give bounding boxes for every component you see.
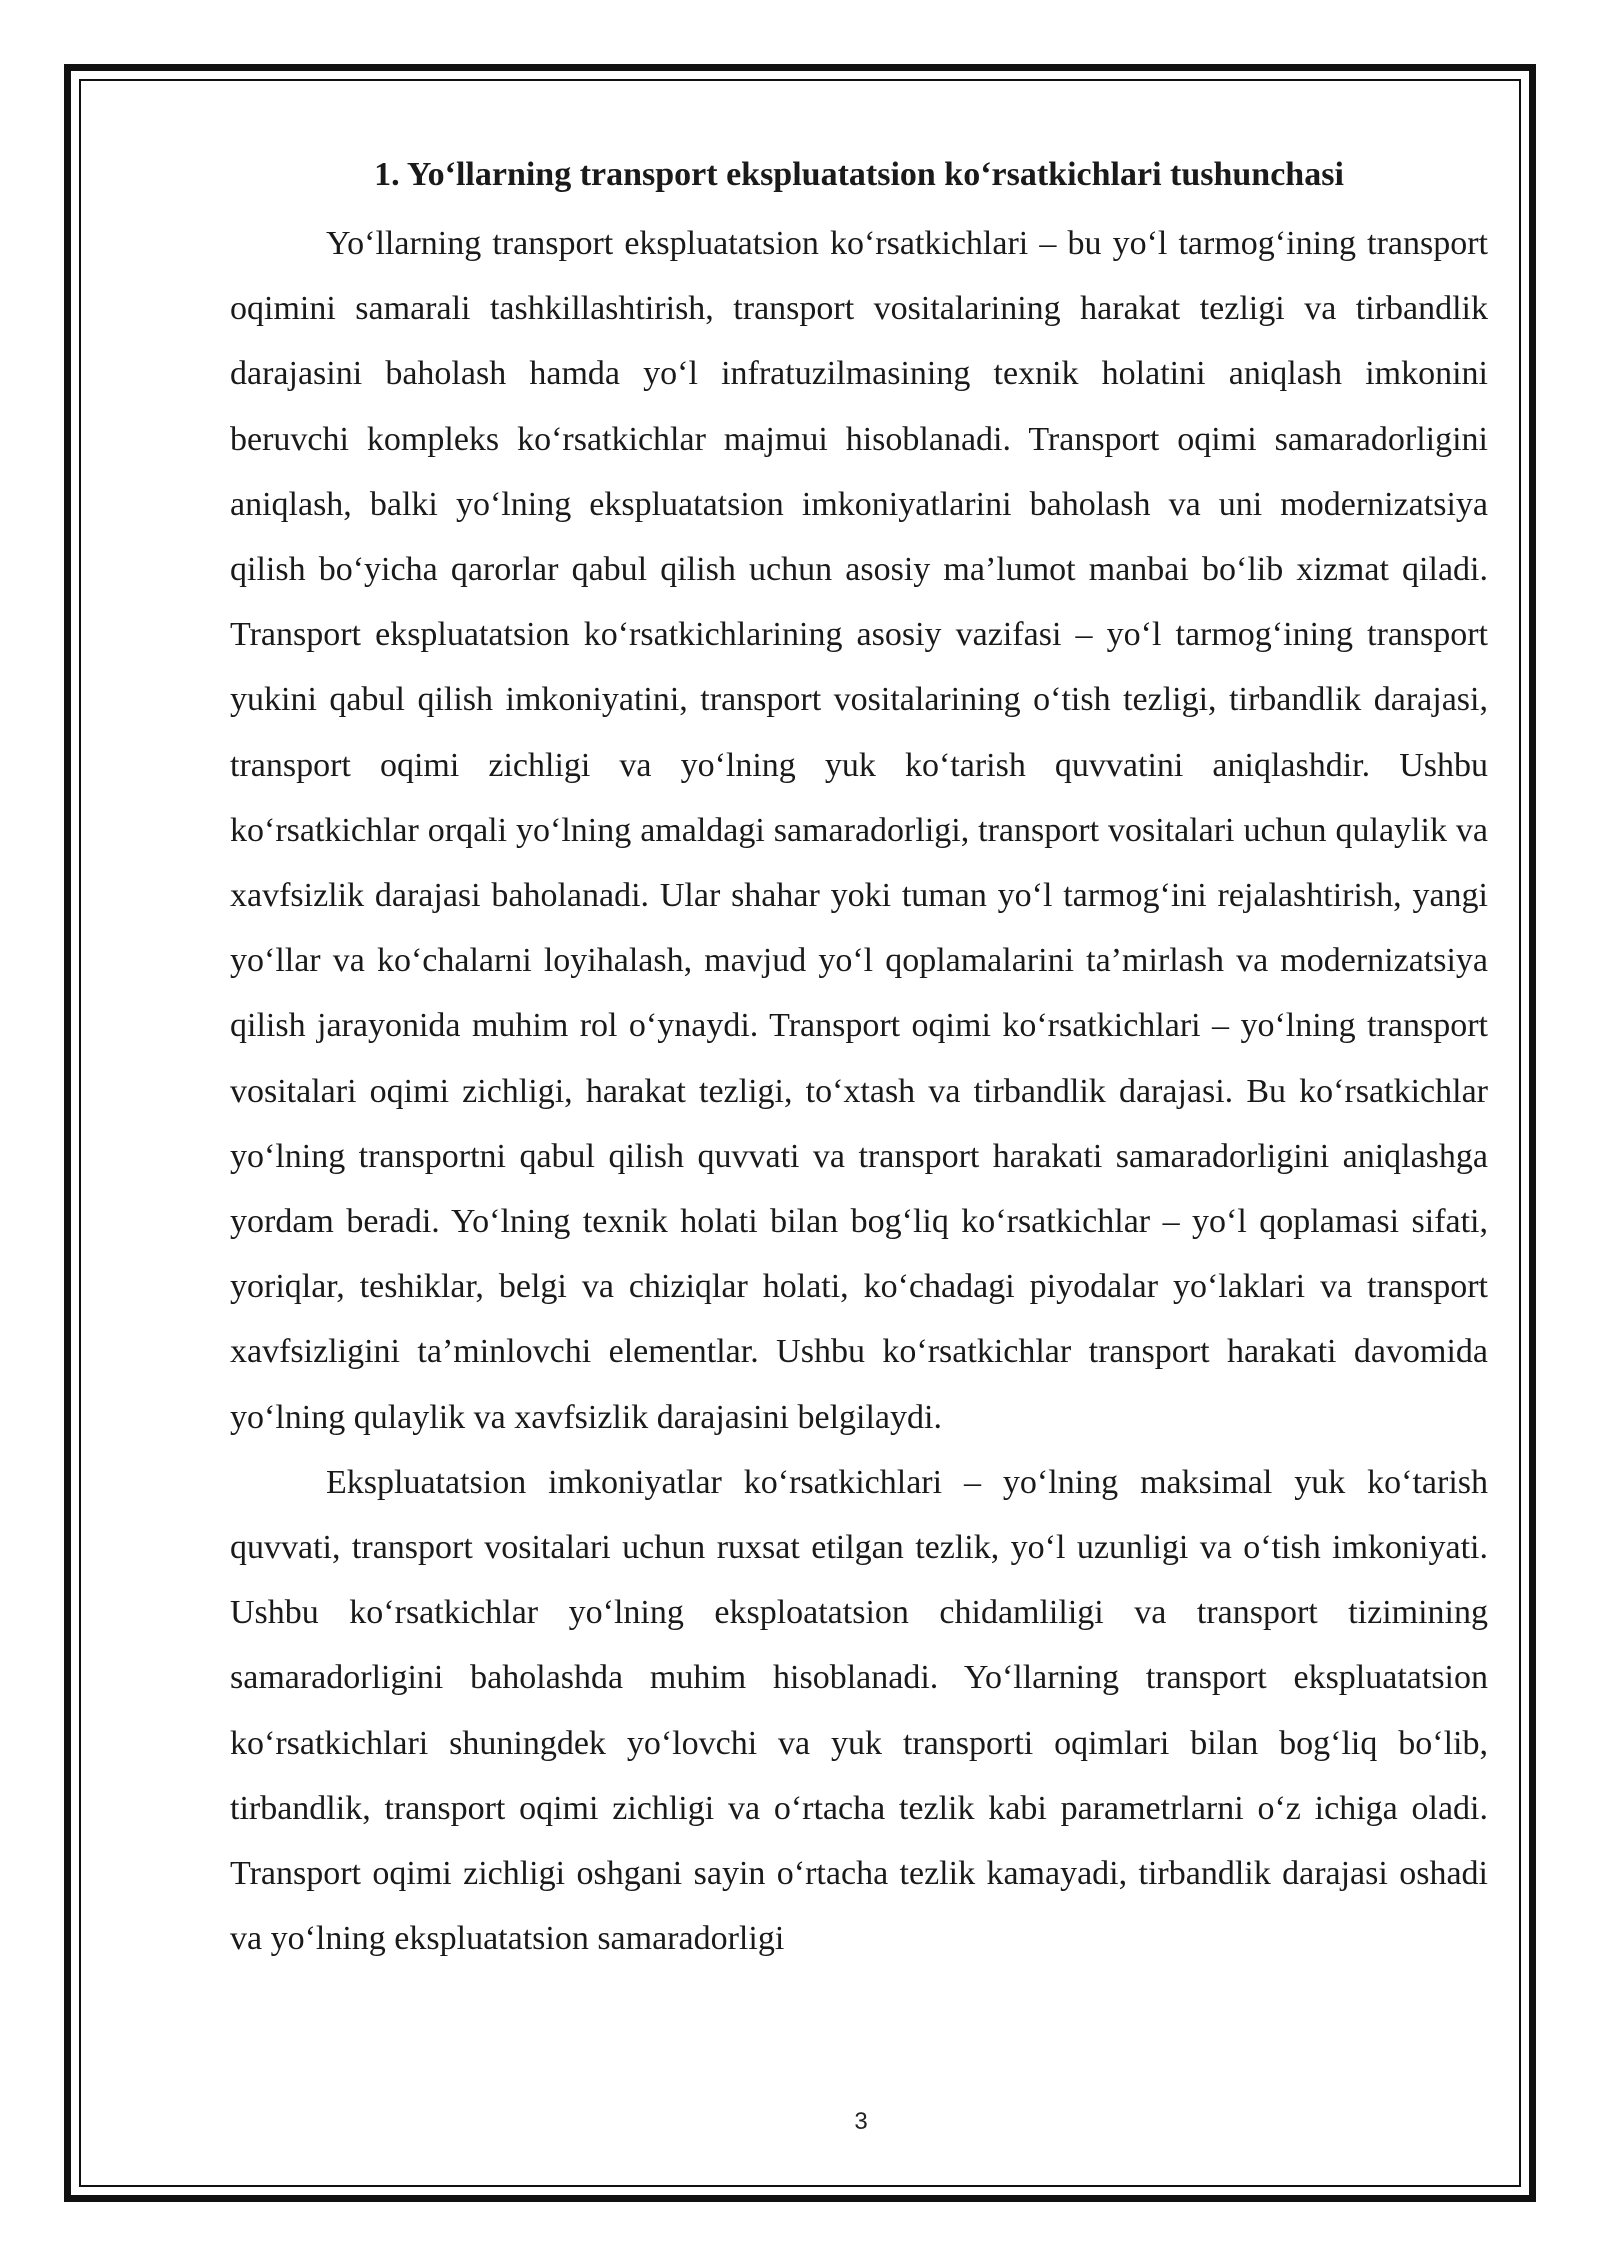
page-number: 3 [854,2108,868,2135]
body-paragraph-1: Yo‘llarning transport ekspluatatsion ko‘rsatkichlari – bu yo‘l tarmog‘ining transport oqimini samarali tashkillashtirish, transport vositalarining harakat tezligi va tirbandlik darajasini baholash hamda yo‘l infratuzilmasining texnik holatini aniqlash imkonini beruvchi kompleks ko‘rsatkichlar majmui hisoblanadi. Transport oqimi samaradorligini aniqlash, balki yo‘lning ekspluatatsion imkoniyatlarini baholash va uni modernizatsiya qilish bo‘yicha qarorlar qabul qilish uchun asosiy ma’lumot manbai bo‘lib xizmat qiladi. Transport ekspluatatsion ko‘rsatkichlarining asosiy vazifasi – yo‘l tarmog‘ining transport yukini qabul qilish imkoniyatini, transport vositalarining o‘tish tezligi, tirbandlik darajasi, transport oqimi zichligi va yo‘lning yuk ko‘tarish quvvatini aniqlashdir. Ushbu ko‘rsatkichlar orqali yo‘lning amaldagi samaradorligi, transport vositalari uchun qulaylik va xavfsizlik darajasi baholanadi. Ular shahar yoki tuman yo‘l tarmog‘ini rejalashtirish, yangi yo‘llar va ko‘chalarni loyihalash, mavjud yo‘l qoplamalarini ta’mirlash va modernizatsiya qilish jarayonida muhim rol o‘ynaydi. Transport oqimi ko‘rsatkichlari – yo‘lning transport vositalari oqimi zichligi, harakat tezligi, to‘xtash va tirbandlik darajasi. Bu ko‘rsatkichlar yo‘lning transportni qabul qilish quvvati va transport harakati samaradorligini aniqlashga yordam beradi. Yo‘lning texnik holati bilan bog‘liq ko‘rsatkichlar – yo‘l qoplamasi sifati, yoriqlar, teshiklar, belgi va chiziqlar holati, ko‘chadagi piyodalar yo‘laklari va transport xavfsizligini ta’minlovchi elementlar. Ushbu ko‘rsatkichlar transport harakati davomida yo‘lning qulaylik va xavfsizlik darajasini belgilaydi. [230,225,1488,1436]
section-title: 1. Yo‘llarning transport ekspluatatsion ko‘rsatkichlari tushunchasi [374,156,1344,193]
page-content [230,145,1488,1971]
body-paragraph-2: Ekspluatatsion imkoniyatlar ko‘rsatkichlari – yo‘lning maksimal yuk ko‘tarish quvvati, transport vositalari uchun ruxsat etilgan tezlik, yo‘l uzunligi va o‘tish imkoniyati. Ushbu ko‘rsatkichlar yo‘lning eksploatatsion chidamliligi va transport tizimining samaradorligini baholashda muhim hisoblanadi. Yo‘llarning transport ekspluatatsion ko‘rsatkichlari shuningdek yo‘lovchi va yuk transporti oqimlari bilan bog‘liq bo‘lib, tirbandlik, transport oqimi zichligi va o‘rtacha tezlik kabi parametrlarni o‘z ichiga oladi. Transport oqimi zichligi oshgani sayin o‘rtacha tezlik kamayadi, tirbandlik darajasi oshadi va yo‘lning ekspluatatsion samaradorligi [230,1463,1488,1958]
